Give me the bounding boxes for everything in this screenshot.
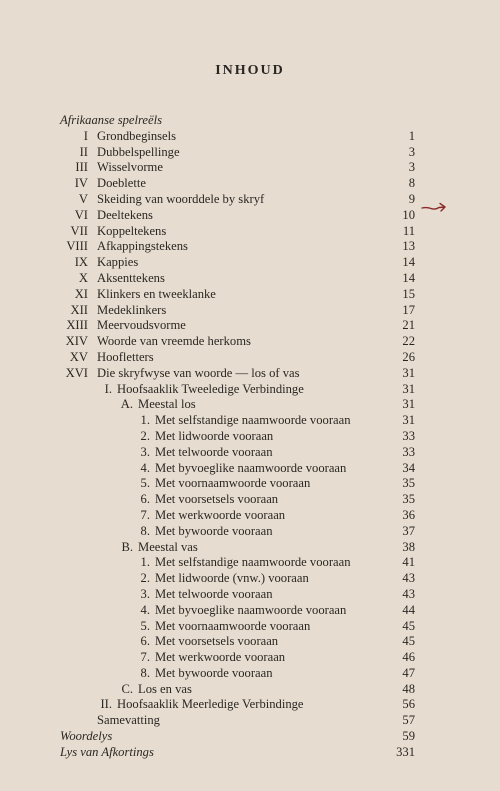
toc-entry-title: Hoofsaaklik Tweeledige Verbindinge xyxy=(117,381,304,396)
toc-entry xyxy=(0,255,500,271)
toc-entry-title: Met bywoorde vooraan xyxy=(155,523,273,538)
toc-entry-page: 48 xyxy=(402,681,415,696)
toc-entry-title: Met voornaamwoorde vooraan xyxy=(155,476,311,491)
toc-entry-page: 43 xyxy=(402,586,415,601)
toc-entry-number: 1. xyxy=(140,555,150,570)
toc-entry-number: XI xyxy=(74,286,88,301)
toc-entry-title: Met lidwoorde (vnw.) vooraan xyxy=(155,571,309,586)
toc-entry-page: 38 xyxy=(402,539,415,554)
toc-entry-number: 8. xyxy=(140,665,150,680)
toc-entry xyxy=(0,666,500,682)
toc-entry-title: Dubbelspellinge xyxy=(97,144,180,159)
toc-entry xyxy=(0,160,500,176)
toc-entry-title: Afkappingstekens xyxy=(97,239,188,254)
toc-entry-page: 9 xyxy=(408,191,415,206)
toc-entry-title: Aksenttekens xyxy=(97,270,165,285)
toc-entry-page: 35 xyxy=(402,476,415,491)
toc-entry-title: Skeiding van woorddele by skryf xyxy=(97,191,265,206)
toc-entry xyxy=(0,224,500,240)
toc-entry xyxy=(0,619,500,635)
toc-entry-title: Wisselvorme xyxy=(97,160,163,175)
toc-entry-number: I xyxy=(83,128,88,143)
toc-entry-title: Met werkwoorde vooraan xyxy=(155,507,286,522)
toc-entry-page: 331 xyxy=(396,744,415,759)
toc-entry-number: III xyxy=(75,160,88,175)
toc-entry-page: 33 xyxy=(402,444,415,459)
toc-entry xyxy=(0,650,500,666)
toc-entry-page: 31 xyxy=(402,413,415,428)
toc-entry-page: 21 xyxy=(402,318,415,333)
toc-entry-title: Koppeltekens xyxy=(97,223,167,238)
toc-entry xyxy=(0,413,500,429)
toc-entry xyxy=(0,682,500,698)
toc-entry-page: 3 xyxy=(408,144,415,159)
toc-entry xyxy=(0,239,500,255)
toc-entry-title: Lys van Afkortings xyxy=(60,744,154,759)
toc-entry-page: 8 xyxy=(408,176,415,191)
toc-entry-page: 44 xyxy=(402,602,415,617)
toc-entry-number: 2. xyxy=(140,571,150,586)
toc-entry-number: II. xyxy=(100,697,112,712)
toc-entry-page: 14 xyxy=(402,270,415,285)
toc-entry-page: 1 xyxy=(408,128,415,143)
toc-entry-title: Los en vas xyxy=(138,681,192,696)
toc-entry-page: 10 xyxy=(402,207,415,222)
toc-entry-page: 33 xyxy=(402,428,415,443)
toc-entry-title: Meervoudsvorme xyxy=(97,318,186,333)
toc-entry-title: Met byvoeglike naamwoorde vooraan xyxy=(155,460,347,475)
toc-entry-page: 22 xyxy=(402,334,415,349)
toc-entry xyxy=(0,287,500,303)
toc-entry-title: Hoofletters xyxy=(97,349,154,364)
toc-entry-title: Met selfstandige naamwoorde vooraan xyxy=(155,555,351,570)
toc-entry-page: 56 xyxy=(402,697,415,712)
toc-entry xyxy=(0,713,500,729)
toc-entry-title: Met telwoorde vooraan xyxy=(155,586,273,601)
toc-entry-page: 37 xyxy=(402,523,415,538)
toc-entry-title: Meestal vas xyxy=(138,539,198,554)
toc-entry-number: VI xyxy=(74,207,88,222)
toc-entry-page: 26 xyxy=(402,349,415,364)
toc-entry xyxy=(0,334,500,350)
toc-entry-title: Woordelys xyxy=(60,729,113,744)
toc-entry-number: 7. xyxy=(140,650,150,665)
toc-entry xyxy=(0,555,500,571)
toc-entry-number: VIII xyxy=(66,239,88,254)
toc-entry-number: 1. xyxy=(140,413,150,428)
toc-entry-title: Met lidwoorde vooraan xyxy=(155,428,274,443)
toc-entry-page: 35 xyxy=(402,492,415,507)
toc-entry-title: Met voorsetsels vooraan xyxy=(155,492,279,507)
toc-entry-number: XII xyxy=(70,302,88,317)
toc-entry-title: Hoofsaaklik Meerledige Verbindinge xyxy=(117,697,304,712)
toc-entry-number: VII xyxy=(70,223,88,238)
toc-entry-number: A. xyxy=(120,397,133,412)
toc-entry xyxy=(0,492,500,508)
toc-entry xyxy=(0,350,500,366)
toc-entry-number: 2. xyxy=(140,428,150,443)
toc-entry-page: 15 xyxy=(402,286,415,301)
toc-entry-number: C. xyxy=(121,681,133,696)
toc-entry-page: 31 xyxy=(402,397,415,412)
toc-entry-title: Die skryfwyse van woorde — los of vas xyxy=(97,365,300,380)
toc-entry-number: IX xyxy=(74,255,88,270)
toc-entry xyxy=(0,603,500,619)
toc-entry xyxy=(0,697,500,713)
toc-entry xyxy=(0,445,500,461)
toc-entry xyxy=(0,129,500,145)
toc-entry xyxy=(0,524,500,540)
toc-entry xyxy=(0,571,500,587)
toc-entry xyxy=(0,429,500,445)
toc-entry-page: 45 xyxy=(402,618,415,633)
toc-entry-title: Kappies xyxy=(97,255,139,270)
toc-entry xyxy=(0,587,500,603)
toc-entry-title: Meestal los xyxy=(138,397,196,412)
toc-entry-page: 41 xyxy=(402,555,415,570)
toc-entry-page: 17 xyxy=(402,302,415,317)
toc-entry-page: 46 xyxy=(402,650,415,665)
toc-entry-number: XV xyxy=(69,349,88,364)
toc-entry-number: 3. xyxy=(140,444,150,459)
toc-entry xyxy=(0,318,500,334)
toc-entry-number: XIII xyxy=(66,318,88,333)
toc-entry-number: 4. xyxy=(140,602,150,617)
toc-entry-page: 36 xyxy=(402,507,415,522)
toc-entry-number: X xyxy=(78,270,88,285)
toc-entry-page: 11 xyxy=(402,223,415,238)
toc-entry xyxy=(0,382,500,398)
toc-entry xyxy=(0,113,500,129)
toc-entry-page: 57 xyxy=(402,713,415,728)
toc-entry xyxy=(0,176,500,192)
toc-entry xyxy=(0,508,500,524)
toc-entry-title: Klinkers en tweeklanke xyxy=(97,286,216,301)
toc-entry-page: 13 xyxy=(402,239,415,254)
toc-entry-number: 6. xyxy=(140,634,150,649)
toc-entry-number: I. xyxy=(104,381,112,396)
toc-entry-page: 31 xyxy=(402,381,415,396)
toc-entry xyxy=(0,145,500,161)
toc-entry-number: XVI xyxy=(65,365,88,380)
toc-entry xyxy=(0,634,500,650)
toc-entry-number: B. xyxy=(121,539,133,554)
toc-entry-number: II xyxy=(79,144,88,159)
handwritten-arrow-annotation xyxy=(421,202,447,214)
toc-entry xyxy=(0,271,500,287)
toc-entry-page: 47 xyxy=(402,665,415,680)
toc-entry-number: 5. xyxy=(140,476,150,491)
toc-entry-title: Doeblette xyxy=(97,176,146,191)
toc-entry-page: 34 xyxy=(402,460,415,475)
toc-entry-page: 43 xyxy=(402,571,415,586)
toc-entry-title: Met voornaamwoorde vooraan xyxy=(155,618,311,633)
toc-entry-number: XIV xyxy=(65,334,88,349)
toc-entry-title: Met telwoorde vooraan xyxy=(155,444,273,459)
toc-entry xyxy=(0,461,500,477)
toc-entry-title: Afrikaanse spelreëls xyxy=(60,113,163,127)
toc-entry xyxy=(0,366,500,382)
toc-entry xyxy=(0,303,500,319)
toc-entry-title: Deeltekens xyxy=(97,207,153,222)
toc-entry-number: V xyxy=(78,191,88,206)
page-title: INHOUD xyxy=(215,63,285,78)
toc-entry xyxy=(0,729,500,745)
toc-entry-title: Met byvoeglike naamwoorde vooraan xyxy=(155,602,347,617)
toc-entry-number: 7. xyxy=(140,507,150,522)
toc-entry xyxy=(0,476,500,492)
toc-entry-page: 31 xyxy=(402,365,415,380)
toc-entry-number: IV xyxy=(74,176,88,191)
toc-entry-number: 8. xyxy=(140,523,150,538)
toc-entry-number: 6. xyxy=(140,492,150,507)
toc-entry-title: Met bywoorde vooraan xyxy=(155,665,273,680)
toc-entry-title: Medeklinkers xyxy=(97,302,167,317)
toc-entry xyxy=(0,397,500,413)
toc-entry-number: 5. xyxy=(140,618,150,633)
toc-entry-title: Met werkwoorde vooraan xyxy=(155,650,286,665)
toc-entry-title: Grondbeginsels xyxy=(97,128,177,143)
toc-entry-title: Met voorsetsels vooraan xyxy=(155,634,279,649)
toc-entry-title: Samevatting xyxy=(97,713,160,728)
toc-entry-page: 3 xyxy=(408,160,415,175)
toc-entry-number: 3. xyxy=(140,586,150,601)
toc-entry-page: 45 xyxy=(402,634,415,649)
toc-entry-title: Woorde van vreemde herkoms xyxy=(97,334,251,349)
toc-entry-page: 14 xyxy=(402,255,415,270)
toc-entry-page: 59 xyxy=(402,729,415,744)
toc-entry-title: Met selfstandige naamwoorde vooraan xyxy=(155,413,351,428)
toc-entry xyxy=(0,745,500,761)
toc-entry xyxy=(0,540,500,556)
toc-entry-number: 4. xyxy=(140,460,150,475)
